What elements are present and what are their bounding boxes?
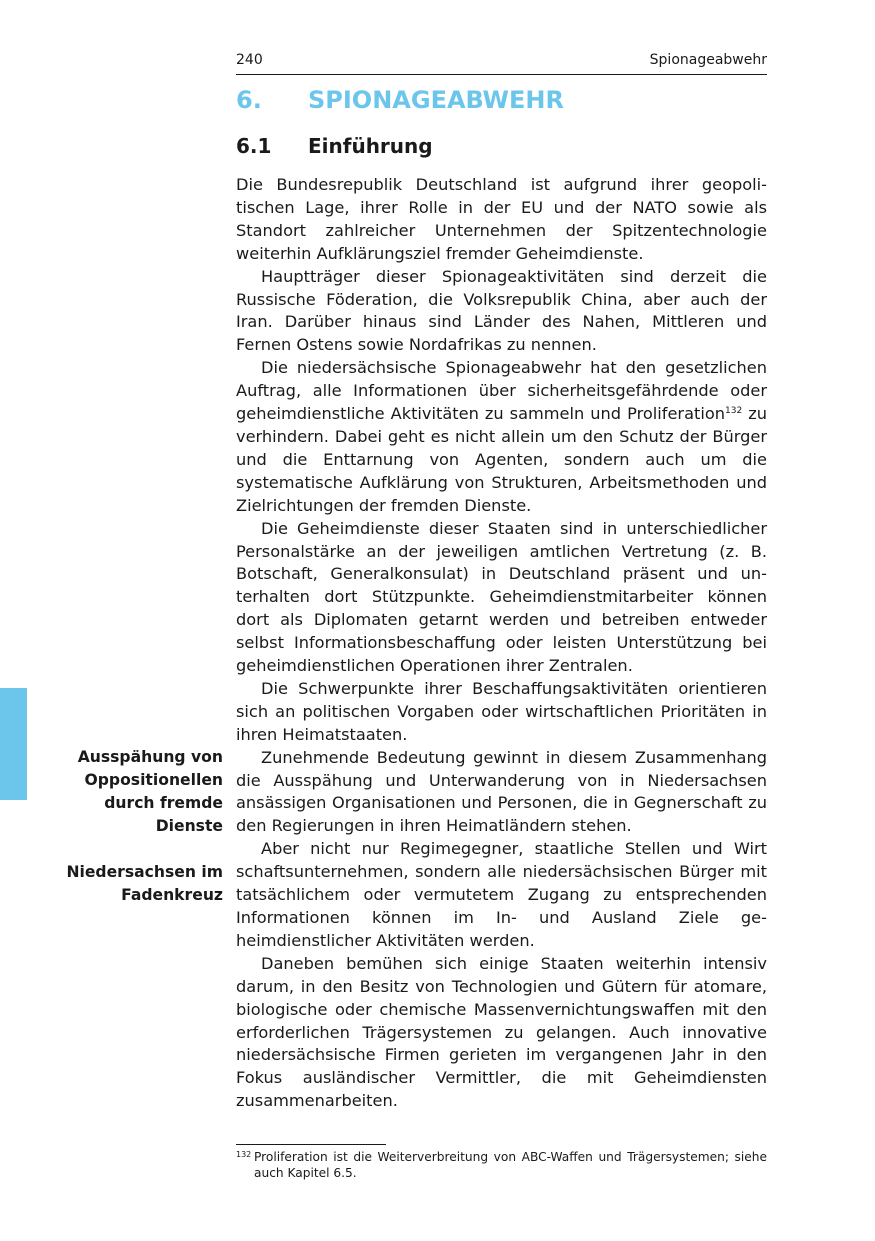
paragraph-1: Die Bundesrepublik Deutschland ist aufgrund ihrer geopolitischen Lage, ihrer Rolle in der EU und der NATO sowie als Standort zahlreicher Unternehmen der Spitzentechnologie weiterhin Aufklärungsziel fremder Geheimdienste. xyxy=(236,175,767,263)
page-header xyxy=(236,52,767,75)
paragraph-2: Hauptträger dieser Spionageaktivitäten sind derzeit die Russische Föderation, die Volksrepublik China, aber auch der Iran. Darüber hinaus sind Länder des Nahen, Mittleren und Fernen Ostens sowie Nordafrikas zu nennen. xyxy=(236,266,767,355)
paragraph-3 xyxy=(236,357,767,517)
footnote-reference[interactable]: 132 xyxy=(725,406,743,417)
section-number: 6.1 xyxy=(236,134,272,158)
paragraph-7: Aber nicht nur Regimegegner, staatliche Stellen und Wirt schaftsunternehmen, sondern alle niedersächsischen Bürger mit tatsächlichem oder vermutetem Zugang zu entsprechenden Informationen können im In- und Ausland Ziele geheimdienstlicher Aktivitäten werden. xyxy=(236,839,767,950)
body-text xyxy=(236,174,767,1113)
footnote-text: Proliferation ist die Weiterverbreitung von ABC-Waffen und Trägersystemen; siehe auch Kapitel 6.5. xyxy=(254,1150,767,1180)
paragraph-5: Die Schwerpunkte ihrer Beschaffungsaktivitäten orientieren sich an politischen Vorgaben oder wirtschaftlichen Prioritäten in ihren Heimatstaaten. xyxy=(236,678,767,744)
section-title: Einführung xyxy=(308,134,433,158)
chapter-side-tab xyxy=(0,688,27,800)
footnote: 132 Proliferation ist die Weiterverbreitung von ABC-Waffen und Trägersystemen; siehe auch Kapitel 6.5. xyxy=(236,1150,767,1180)
running-title: Spionageabwehr xyxy=(649,52,767,68)
paragraph-3-rest: zu verhindern. Dabei geht es nicht allein um den Schutz der Bürger und die Enttarnung von Agenten, sondern auch um die systematische Aufklärung von Strukturen, Arbeitsmethoden und Zielrichtungen der fremden Dienste. xyxy=(236,404,767,515)
footnote-divider xyxy=(236,1144,386,1145)
page-number: 240 xyxy=(236,52,263,68)
paragraph-6: Zunehmende Bedeutung gewinnt in diesem Zusammenhang die Ausspähung und Unterwanderung von in Niedersachsen ansässigen Organisationen und Personen, die in Gegnerschaft zu den Regierungen in ihren Heimatländern stehen. xyxy=(236,747,767,836)
chapter-title: SPIONAGEABWEHR xyxy=(308,86,564,114)
margin-note-fadenkreuz: Niedersachsen im Fadenkreuz xyxy=(66,863,223,904)
paragraph-8: Daneben bemühen sich einige Staaten weiterhin intensiv darum, in den Besitz von Technologien und Gütern für atomare, biologische oder chemische Massenvernichtungswaffen mit den erforderlichen Trägersystemen zu gelangen. Auch innovative niedersächsische Firmen gerieten im vergangenen Jahr in den Fokus ausländischer Vermittler, die mit Geheimdiensten zusammenarbeiten. xyxy=(236,953,767,1111)
chapter-number: 6. xyxy=(236,86,262,114)
margin-note-oppositionelle: Ausspähung von Oppositionellen durch fremde Dienste xyxy=(77,748,223,835)
paragraph-4: Die Geheimdienste dieser Staaten sind in unterschiedlicher Personalstärke an der jeweiligen amtlichen Vertretung (z. B. Botschaft, Generalkonsulat) in Deutschland präsent und unterhalten dort Stützpunkte. Geheimdienstmitarbeiter können dort als Diplomaten getarnt werden und betreiben entweder selbst Informationsbeschaffung oder leisten Unterstützung bei geheimdienstlichen Operationen ihrer Zentralen. xyxy=(236,518,767,676)
chapter-heading xyxy=(236,86,767,114)
section-heading xyxy=(236,134,767,158)
paragraph-3-lead: Die niedersächsische Spionageabwehr hat den gesetzlichen Auftrag, alle Informationen über sicherheitsgefährdende oder geheimdienstliche Aktivitäten zu sammeln und Proliferation xyxy=(236,358,767,424)
